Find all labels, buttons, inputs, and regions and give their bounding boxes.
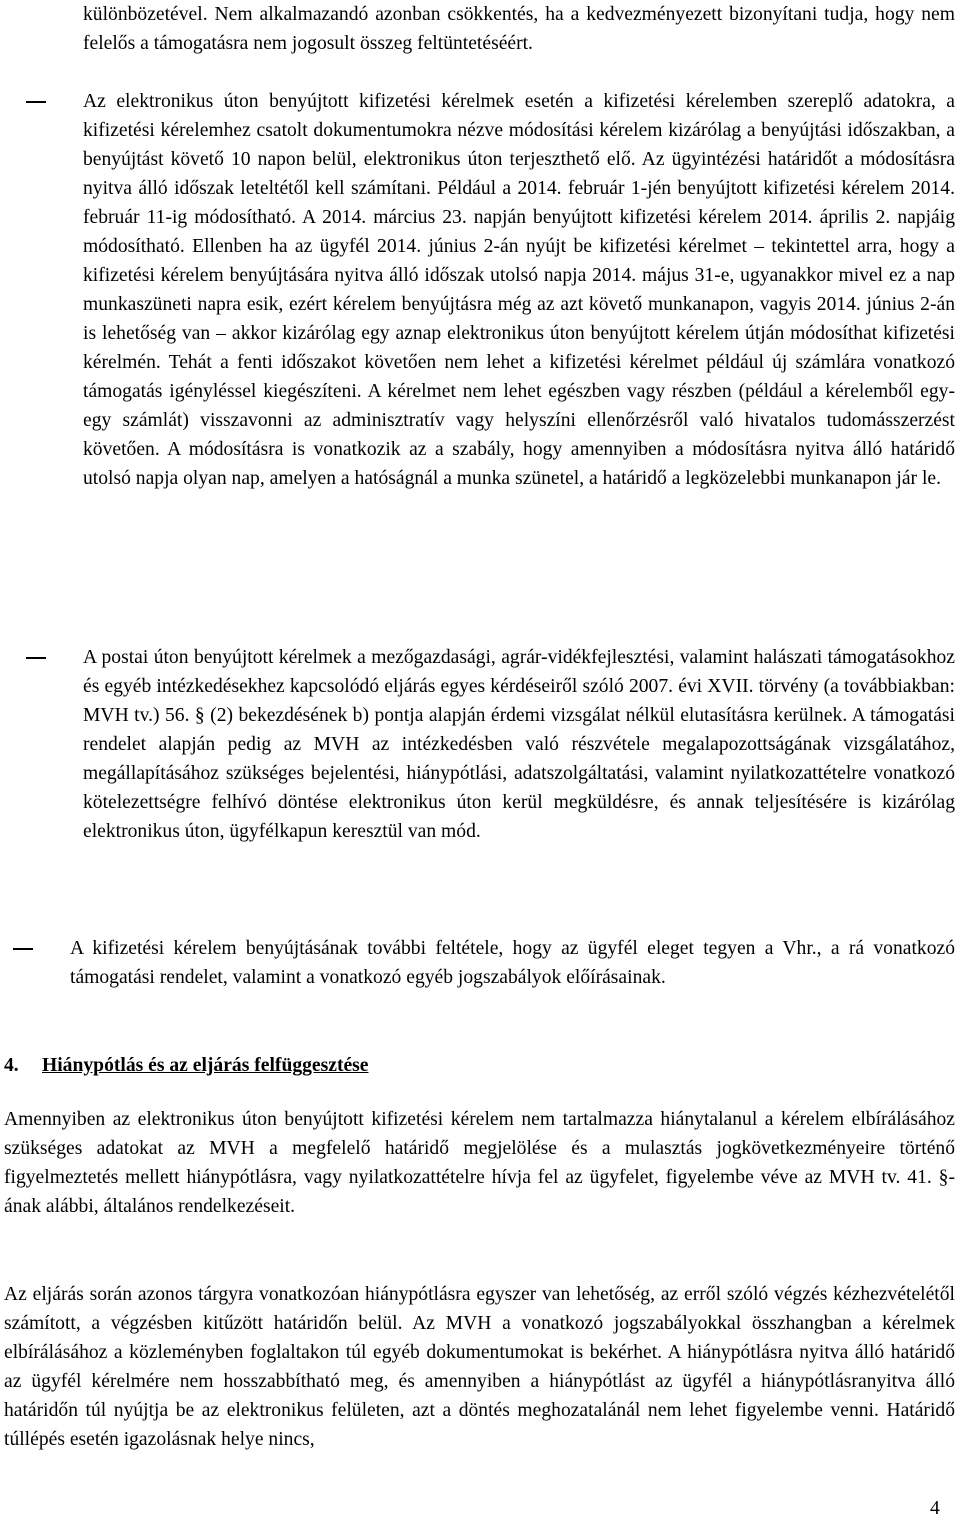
bullet-text: A postai úton benyújtott kérelmek a mezőgazdasági, agrár-vidékfejlesztési, valamint halászati támogatásokhoz és egyéb intézkedésekhez kapcsolódó eljárás egyes kérdéseiről szóló 2007. évi XVII. törvény (a továbbiakban: MVH tv.) 56. § (2) bekezdésének b) pontja alapján érdemi vizsgálat nélkül elutasításra kerülnek. A támogatási rendelet alapján pedig az MVH az intézkedésben való részvétele megalapozottságának vizsgálatához, megállapításához szükséges bejelentési, hiánypótlási, adatszolgáltatási, valamint nyilatkozattételre vonatkozó kötelezettségre felhívó döntése elektronikus úton kerül megküldésre, és annak teljesítésére is kizárólag elektronikus úton, ügyfélkapun keresztül van mód. <box>83 647 955 842</box>
bullet-text: Az elektronikus úton benyújtott kifizetési kérelmek esetén a kifizetési kérelemben szereplő adatokra, a kifizetési kérelemhez csatolt dokumentumokra nézve módosítási kérelem kizárólag a benyújtási időszakban, a benyújtást követő 10 napon belül, elektronikus úton terjeszthető elő. Az ügyintézési határidőt a módosításra nyitva álló időszak leteltétől kell számítani. Például a 2014. február 1-jén benyújtott kifizetési kérelem 2014. február 11-ig módosítható. A 2014. március 23. napján benyújtott kifizetési kérelem 2014. április 2. napjáig módosítható. Ellenben ha az ügyfél 2014. június 2-án nyújt be kifizetési kérelmet – tekintettel arra, hogy a kifizetési kérelem benyújtására nyitva álló időszak utolsó napja 2014. május 31-e, ugyanakkor mivel ez a nap munkaszüneti napra esik, ezért kérelem benyújtásra még az azt követő munkanapon, vagyis 2014. június 2-án is lehetőség van – akkor kizárólag egy aznap elektronikus úton benyújtott kérelem útján módosíthat kifizetési kérelmén. Tehát a fenti időszakot követően nem lehet a kifizetési kérelmet például új számlára vonatkozó támogatás igényléssel kiegészíteni. A kérelmet nem lehet egészben vagy részben (például a kérelemből egy-egy számlát) visszavonni az adminisztratív vagy helyszíni ellenőrzésről való hivatalos tudomásszerzést követően. A módosításra is vonatkozik az a szabály, hogy amennyiben a módosításra nyitva álló határidő utolsó napja olyan nap, amelyen a hatóságnál a munka szünetel, a határidő a legközelebbi munkanapon jár le. <box>83 91 955 489</box>
intro-paragraph: különbözetével. Nem alkalmazandó azonban csökkentés, ha a kedvezményezett bizonyítani tudja, hogy nem felelős a támogatásra nem jogosult összeg feltüntetéséért. <box>83 4 955 54</box>
section-title: Hiánypótlás és az eljárás felfüggesztése <box>42 1055 369 1076</box>
dash-bullet-icon <box>26 101 46 103</box>
dash-bullet-icon <box>26 657 46 659</box>
section-number: 4. <box>4 1055 19 1076</box>
bullet-item-condition <box>13 934 955 992</box>
bullet-item-modification <box>26 87 955 493</box>
body-paragraph: Az eljárás során azonos tárgyra vonatkozóan hiánypótlásra egyszer van lehetőség, az erről szóló végzés kézhezvételétől számított, a végzésben kitűzött határidőn belül. Az MVH a vonatkozó jogszabályokkal összhangban a kérelmek elbírálásához a közleményben foglaltakon túl egyéb dokumentumokat is bekérhet. A hiánypótlásra nyitva álló határidő az ügyfél kérelmére nem hosszabbítható meg, és amennyiben a hiánypótlást az ügyfél a hiánypótlásranyitva álló határidőn túl nyújtja be az elektronikus felületen, azt a döntés meghozatalánál nem lehet figyelembe venni. Határidő túllépés esetén igazolásnak helye nincs, <box>4 1284 955 1450</box>
bullet-item-postal <box>26 643 955 846</box>
page-number: 4 <box>930 1498 940 1519</box>
body-paragraph: Amennyiben az elektronikus úton benyújtott kifizetési kérelem nem tartalmazza hiánytalanul a kérelem elbírálásához szükséges adatokat az MVH a megfelelő határidő megjelölése és a mulasztás jogkövetkezményeire történő figyelmeztetés mellett hiánypótlásra, vagy nyilatkozattételre hívja fel az ügyfelet, figyelembe véve az MVH tv. 41. §-ának alábbi, általános rendelkezéseit. <box>4 1109 955 1217</box>
dash-bullet-icon <box>13 948 33 950</box>
bullet-text: A kifizetési kérelem benyújtásának további feltétele, hogy az ügyfél eleget tegyen a Vhr., a rá vonatkozó támogatási rendelet, valamint a vonatkozó egyéb jogszabályok előírásainak. <box>70 938 955 988</box>
section-heading <box>4 1051 369 1080</box>
